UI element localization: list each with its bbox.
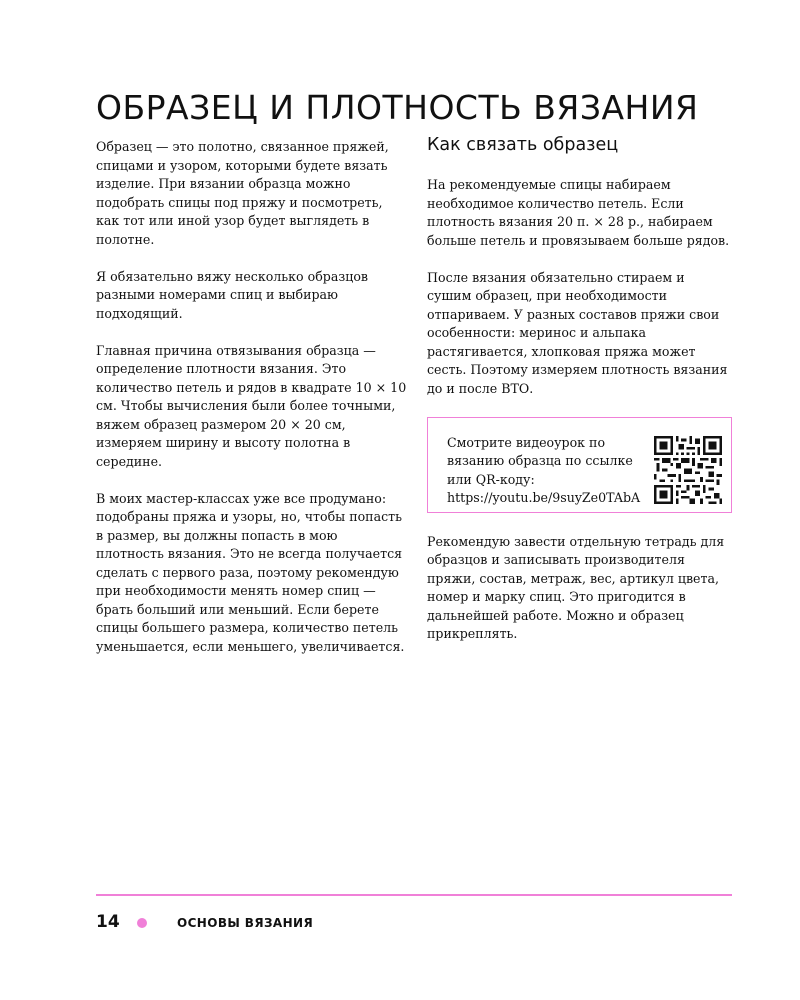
paragraph: Образец — это полотно, связанное пряжей, спицами и узором, которыми будете вязать изделие. При вязании образца можно подобрать спицы под пряжу и посмотреть, как тот или иной узор будет выглядеть в полотне. (96, 139, 389, 247)
paragraph: После вязания обязательно стираем и сушим образец, при необходимости отпариваем. У разных составов пряжи свои особенности: меринос и альпака растягивается, хлопковая пряжа может сесть. Поэтому измеряем плотность вязания до и после ВТО. (427, 269, 728, 396)
right-column (427, 132, 732, 662)
paragraph: Рекомендую завести отдельную тетрадь для образцов и записывать производителя пряжи, состав, метраж, вес, артикул цвета, номер и марку спиц. Это пригодится в дальнейшей работе. Можно и образец прикреплять. (427, 533, 725, 641)
page-number: 14 (96, 912, 120, 932)
left-column (96, 138, 408, 675)
footer-divider (96, 894, 732, 896)
paragraph: Я обязательно вяжу несколько образцов разными номерами спиц и выбираю подходящий. (96, 268, 368, 321)
paragraph: В моих мастер-классах уже все продумано: подобраны пряжа и узоры, но, чтобы попасть в размер, вы должны попасть в мою плотность вязания. Это не всегда получается сделать с первого раза, поэтому рекомендую при необходимости менять номер спиц — брать больший или меньший. Если берете спицы большего размера, количество петель уменьшается, если меньшего, увеличивается. (96, 490, 405, 654)
section-name: ОСНОВЫ ВЯЗАНИЯ (177, 916, 314, 930)
page-title: ОБРАЗЕЦ И ПЛОТНОСТЬ ВЯЗАНИЯ (96, 88, 699, 127)
paragraph: Главная причина отвязывания образца — определение плотности вязания. Это количество петель и рядов в квадрате 10 × 10 см. Чтобы вычисления были более точными, вяжем образец размером 20 × 20 см, измеряем ширину и высоту полотна в середине. (96, 342, 407, 469)
paragraph: На рекомендуемые спицы набираем необходимое количество петель. Если плотность вязания 20 п. × 28 р., набираем больше петель и провязываем больше рядов. (427, 177, 730, 248)
section-subheading: Как связать образец (427, 135, 619, 155)
callout-text: Смотрите видеоурок по вязанию образца по ссылке или QR-коду: https://youtu.be/9suyZe0TAbA (447, 434, 641, 505)
video-callout-box (427, 417, 732, 513)
bullet-dot-icon (137, 918, 147, 928)
qr-code-icon[interactable] (653, 436, 723, 504)
